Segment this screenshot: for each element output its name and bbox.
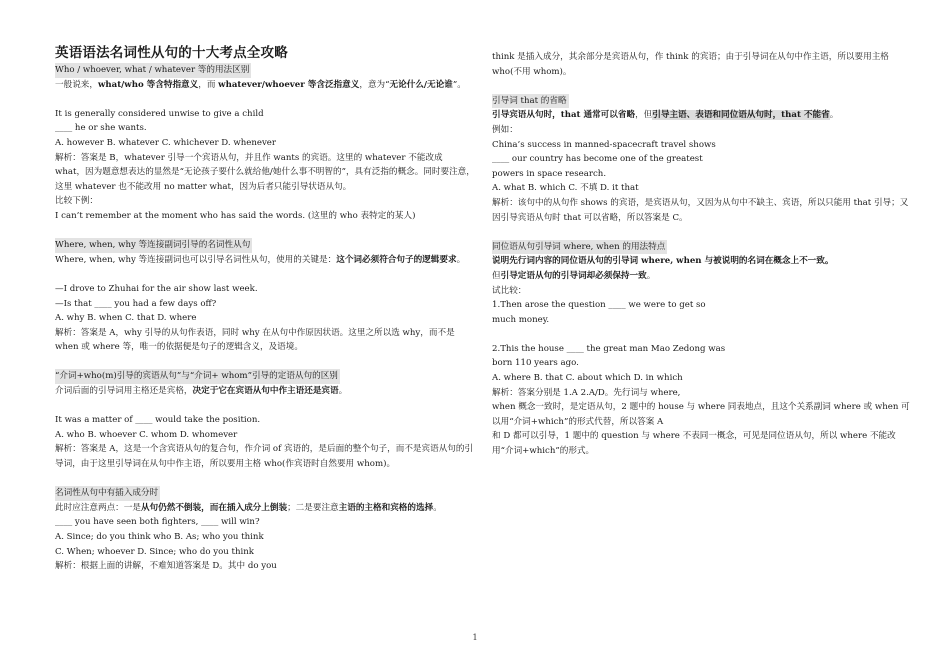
answer-options: A. Since; do you think who B. As; who you think (55, 532, 264, 542)
paragraph: 此时应注意两点：一是从句仍然不倒装，而在插入成分上倒装；二是要注意主语的主格和宾格的选择。 (55, 502, 442, 513)
question-line: —I drove to Zhuhai for the air show last week. (55, 283, 258, 294)
section-heading-preposition-who: “介词+who(m)引导的宾语从句”与“介词+ whom”引导的定语从句的区别 (55, 369, 340, 384)
page-number: 1 (472, 633, 478, 642)
page-title: 英语语法名词性从句的十大考点全攻略 (55, 45, 288, 61)
analysis-text: 解析：答案是 A，这是一个含宾语从句的复合句，作介词 of 宾语的，是后面的整个句子，而不是宾语从句的引导词，由于这里引导词在从句中作主语，所以要用主格 who(作宾语时自然要用 whom)。 (55, 444, 474, 470)
question-line: ____ you have seen both fighters, ____ will win? (55, 517, 260, 528)
example-label: 例如： (492, 124, 518, 135)
section-heading-that-omission: 引导词 that 的省略 (492, 94, 569, 109)
answer-options: A. however B. whatever C. whichever D. whenever (55, 137, 276, 148)
analysis-continued: think 是插入成分，其余部分是宾语从句，作 think 的宾语；由于引导词在从句中作主语，所以要用主格 who(不用 whom)。 (492, 52, 889, 77)
compare-label: 试比较： (492, 285, 527, 296)
paragraph: 但引导定语从句的引导词却必须保持一致。 (492, 270, 656, 281)
paragraph: Where, when, why 等连接副词也可以引导名词性从句，使用的关键是：这个词必须符合句子的逻辑要求。 (55, 254, 466, 265)
question-line: It was a matter of ____ would take the position. (55, 415, 261, 426)
answer-options: A. what B. which C. 不填 D. it that (492, 183, 639, 194)
paragraph: 一般说来，what/who 等含特指意义，而 whatever/whoever 等含泛指意义，意为“无论什么/无论谁”。 (55, 79, 466, 90)
paragraph: 引导宾语从句时，that 通常可以省略，但引导主语、表语和同位语从句时，that 不能省。 (492, 110, 839, 121)
question-line: —Is that ____ you had a few days off? (55, 298, 217, 309)
paragraph: 说明先行词内容的同位语从句的引导词 where, when 与被说明的名词在概念上不一致。 (492, 256, 834, 267)
answer-options: A. who B. whoever C. whom D. whomever (55, 429, 238, 440)
question-line: It is generally considered unwise to give a child (55, 108, 264, 119)
answer-options: A. where B. that C. about which D. in which (492, 373, 683, 384)
analysis-text: 解析：答案是 A，why 引导的从句作表语，同时 why 在从句中作原因状语。这里之所以选 why，而不是 when 或 where 等，唯一的依据便是句子的逻辑含义，及语境。 (55, 327, 455, 353)
left-column (55, 44, 475, 574)
analysis-text: 解析：答案分别是 1.A 2.A/D。先行词与 where, (492, 387, 681, 398)
section-heading-who-whoever: Who / whoever, what / whatever 等的用法区别 (55, 63, 251, 78)
right-column (492, 50, 914, 459)
question-line: 2.This the house ____ the great man Mao Zedong was (492, 343, 726, 354)
answer-options: C. When; whoever D. Since; who do you think (55, 546, 254, 557)
section-heading-appositive: 同位语从句引导词 where, when 的用法特点 (492, 240, 667, 255)
question-line: powers in space research. (492, 168, 607, 179)
compare-label: 比较下例： (55, 196, 98, 207)
analysis-text: 解析：根据上面的讲解，不难知道答案是 D。其中 do you (55, 561, 277, 572)
analysis-text: 解析：答案是 B，whatever 引导一个宾语从句，并且作 wants 的宾语。这里的 whatever 不能改成 what，因为题意想表达的显然是“无论孩子要什么就给他/她什么事不明智的”，具有泛指的概念。同时要注意，这里 whatever 也不能改用 no matter what，因为后者只能引导状语从句。 (55, 152, 475, 192)
section-heading-where-when-why: Where, when, why 等连接副词引导的名词性从句 (55, 238, 252, 253)
question-line: China’s success in manned-spacecraft travel shows (492, 139, 716, 150)
question-line: much money. (492, 314, 550, 325)
analysis-text: when 概念一致时，是定语从句，2 题中的 house 与 where 同表地点，且这个关系副词 where 或 when 可以用“介词+which”的形式代替，所以答案 A (492, 402, 910, 427)
analysis-text: 解析：该句中的从句作 shows 的宾语，是宾语从句，又因为从句中不缺主、宾语，所以只能用 that 引导；又因引导宾语从句时 that 可以省略，所以答案是 C。 (492, 197, 909, 223)
question-line: born 110 years ago. (492, 358, 579, 369)
paragraph: 介词后面的引导词用主格还是宾格，决定于它在宾语从句中作主语还是宾语。 (55, 386, 348, 397)
question-line: 1.Then arose the question ____ we were to get so (492, 300, 706, 311)
analysis-text: 和 D 都可以引导，1 题中的 question 与 where 不表同一概念，可见是同位语从句，所以 where 不能改用“介词+which”的形式。 (492, 431, 896, 457)
question-line: ____ our country has become one of the greatest (492, 154, 703, 165)
answer-options: A. why B. when C. that D. where (55, 313, 197, 324)
question-line: ____ he or she wants. (55, 123, 147, 134)
example-sentence: I can’t remember at the moment who has said the words. (这里的 who 表特定的某人) (55, 210, 416, 221)
section-heading-insertion: 名词性从句中有插入成分时 (55, 486, 160, 501)
